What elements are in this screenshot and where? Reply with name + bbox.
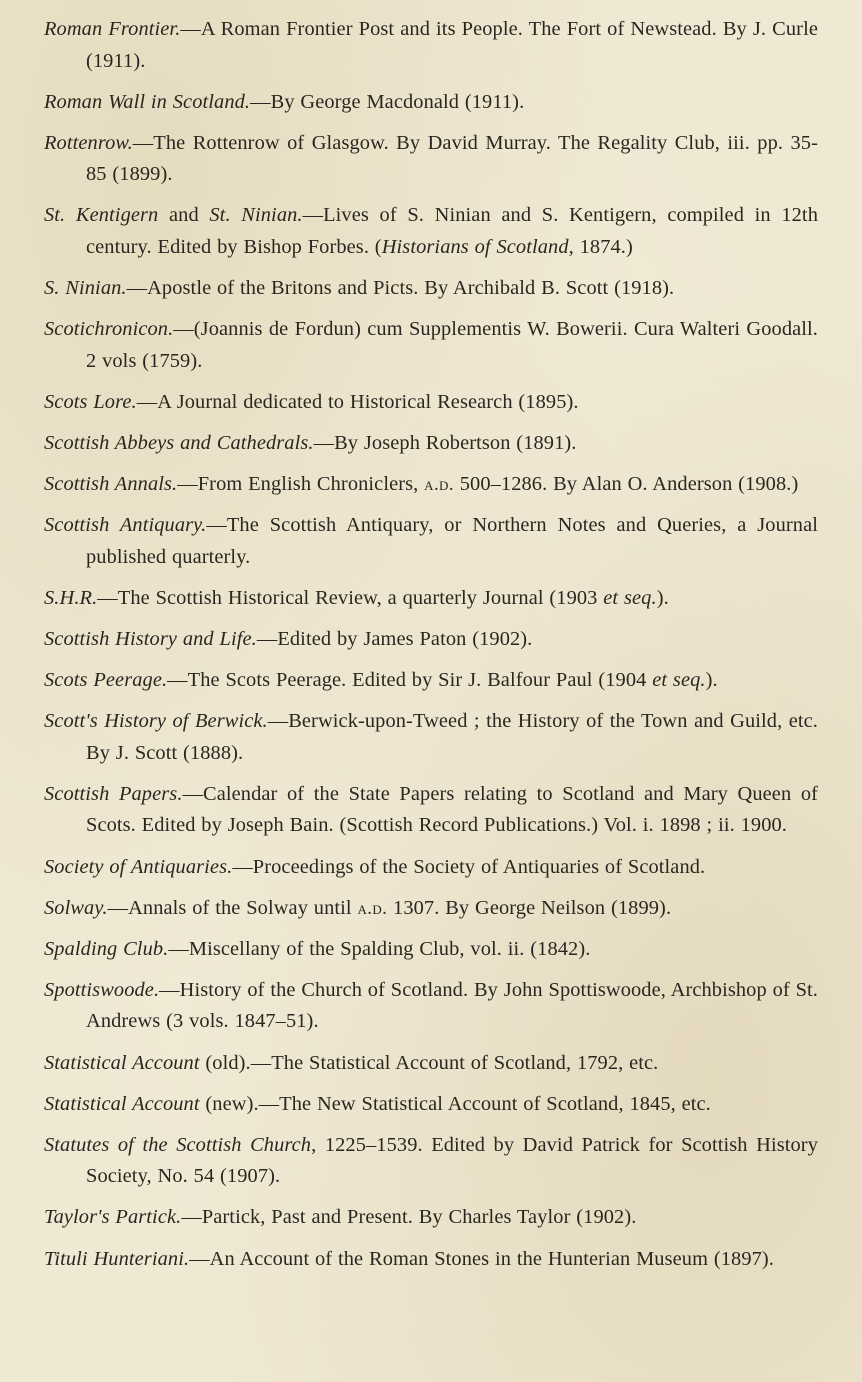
entry-text: —The Statistical Account of Scotland, 1792, etc. [250,1051,659,1074]
bibliography-list [44,14,818,1275]
list-item [44,779,818,842]
list-item [44,128,818,191]
entry-headword: Scottish Papers. [44,782,183,805]
entry-text: —Proceedings of the Society of Antiquaries of Scotland. [232,855,706,878]
entry-smallcaps: a.d. [357,897,388,919]
entry-italic-tail: et seq. [652,669,706,692]
entry-text: —(Joannis de Fordun) cum Supplementis W. Bowerii. Cura Walteri Goodall. 2 vols (1759). [86,318,818,372]
entry-headword: Scottish Antiquary. [44,514,207,537]
entry-headword: Tituli Hunteriani. [44,1247,190,1270]
entry-text: —The New Statistical Account of Scotland, 1845, etc. [258,1092,711,1115]
entry-text: —Calendar of the State Papers relating to Scotland and Mary Queen of Scots. Edited by Joseph Bain. (Scottish Record Publications.) Vol. i. 1898 ; ii. 1900. [86,782,819,837]
entry-headword: Scots Peerage. [44,669,168,692]
entry-tail: ). [656,586,669,609]
entry-headword: Solway. [44,896,108,919]
list-item [44,665,818,697]
entry-headword: Taylor's Partick. [44,1206,182,1229]
entry-text: —An Account of the Roman Stones in the Hunterian Museum (1897). [189,1247,775,1270]
entry-italic-tail: Historians of Scotland, [381,236,574,259]
entry-text: —From English Chroniclers, [177,473,425,496]
entry-tail: 1307. By George Neilson (1899). [387,896,672,919]
entry-headword-secondary: St. Ninian. [209,204,303,227]
list-item [44,510,818,573]
entry-text: —A Roman Frontier Post and its People. The Fort of Newstead. By J. Curle (1911). [86,18,818,72]
entry-headword: Roman Wall in Scotland. [44,90,251,113]
entry-connector: (new). [199,1092,259,1115]
entry-headword: S.H.R. [44,586,98,609]
entry-text: —History of the Church of Scotland. By John Spottiswoode, Archbishop of St. Andrews (3 vols. 1847–51). [86,978,818,1033]
entry-smallcaps: a.d. [424,474,454,496]
list-item [44,583,818,615]
entry-connector: (old). [199,1051,251,1074]
entry-text: —The Scottish Historical Review, a quarterly Journal (1903 [97,586,604,609]
list-item [44,1244,818,1276]
entry-headword: Scotichronicon. [44,318,174,341]
list-item [44,1202,818,1234]
entry-headword: Statistical Account [44,1092,200,1115]
entry-text: —Partick, Past and Present. By Charles Taylor (1902). [181,1206,637,1229]
entry-italic-tail: et seq. [603,586,657,609]
list-item [44,893,818,925]
entry-headword: Scottish History and Life. [44,628,257,650]
list-item [44,706,818,769]
entry-headword: S. Ninian. [44,277,127,300]
list-item [44,87,818,119]
list-item [44,1130,818,1193]
entry-headword: Spottiswoode. [44,978,160,1001]
entry-headword: Society of Antiquaries. [44,855,233,878]
list-item [44,200,818,263]
entry-text: —The Scottish Antiquary, or Northern Notes and Queries, a Journal published quarterly. [86,514,818,568]
entry-text: —Berwick-upon-Tweed ; the History of the Town and Guild, etc. By J. Scott (1888). [86,710,818,764]
entry-text: —Lives of S. Ninian and S. Kentigern, compiled in 12th century. Edited by Bishop Forbes. ( [86,204,818,259]
entry-headword: Scottish Abbeys and Cathedrals. [44,432,314,455]
entry-tail: 1874.) [573,236,633,259]
entry-text: —Edited by James Paton (1902). [256,628,533,650]
list-item [44,14,818,77]
entry-text: —The Scots Peerage. Edited by Sir J. Balfour Paul (1904 [167,669,653,692]
list-item [44,975,818,1038]
entry-headword: Roman Frontier. [44,18,181,40]
entry-text: —A Journal dedicated to Historical Research (1895). [136,390,579,413]
entry-headword: Scottish Annals. [44,473,178,496]
entry-text: —By Joseph Robertson (1891). [313,432,577,455]
entry-headword: St. Kentigern [44,204,159,227]
list-item [44,469,818,501]
list-item [44,314,818,377]
entry-text: —Annals of the Solway until [107,896,358,919]
entry-headword: Rottenrow. [44,131,133,154]
entry-tail: ). [705,669,718,692]
entry-headword: Scots Lore. [44,390,137,413]
list-item [44,387,818,419]
list-item [44,273,818,305]
entry-connector: , 1225–1539. Edited by David Patrick for Scottish History Society, No. 54 (1907). [86,1133,818,1188]
entry-headword: Statutes of the Scottish Church [44,1133,312,1156]
entry-headword: Scott's History of Berwick. [44,710,268,733]
list-item [44,852,818,884]
list-item [44,1089,818,1121]
entry-text: —Apostle of the Britons and Picts. By Archibald B. Scott (1918). [126,277,675,300]
entry-headword: Spalding Club. [44,937,169,960]
list-item [44,934,818,966]
entry-text: —The Rottenrow of Glasgow. By David Murray. The Regality Club, iii. pp. 35-85 (1899). [86,131,818,186]
list-item [44,428,818,460]
entry-connector: and [158,204,210,227]
entry-headword: Statistical Account [44,1051,200,1074]
list-item [44,1048,818,1080]
entry-text: —By George Macdonald (1911). [250,90,525,113]
list-item [44,624,818,656]
entry-tail: 500–1286. By Alan O. Anderson (1908.) [453,473,799,496]
entry-text: —Miscellany of the Spalding Club, vol. ii. (1842). [168,937,591,960]
